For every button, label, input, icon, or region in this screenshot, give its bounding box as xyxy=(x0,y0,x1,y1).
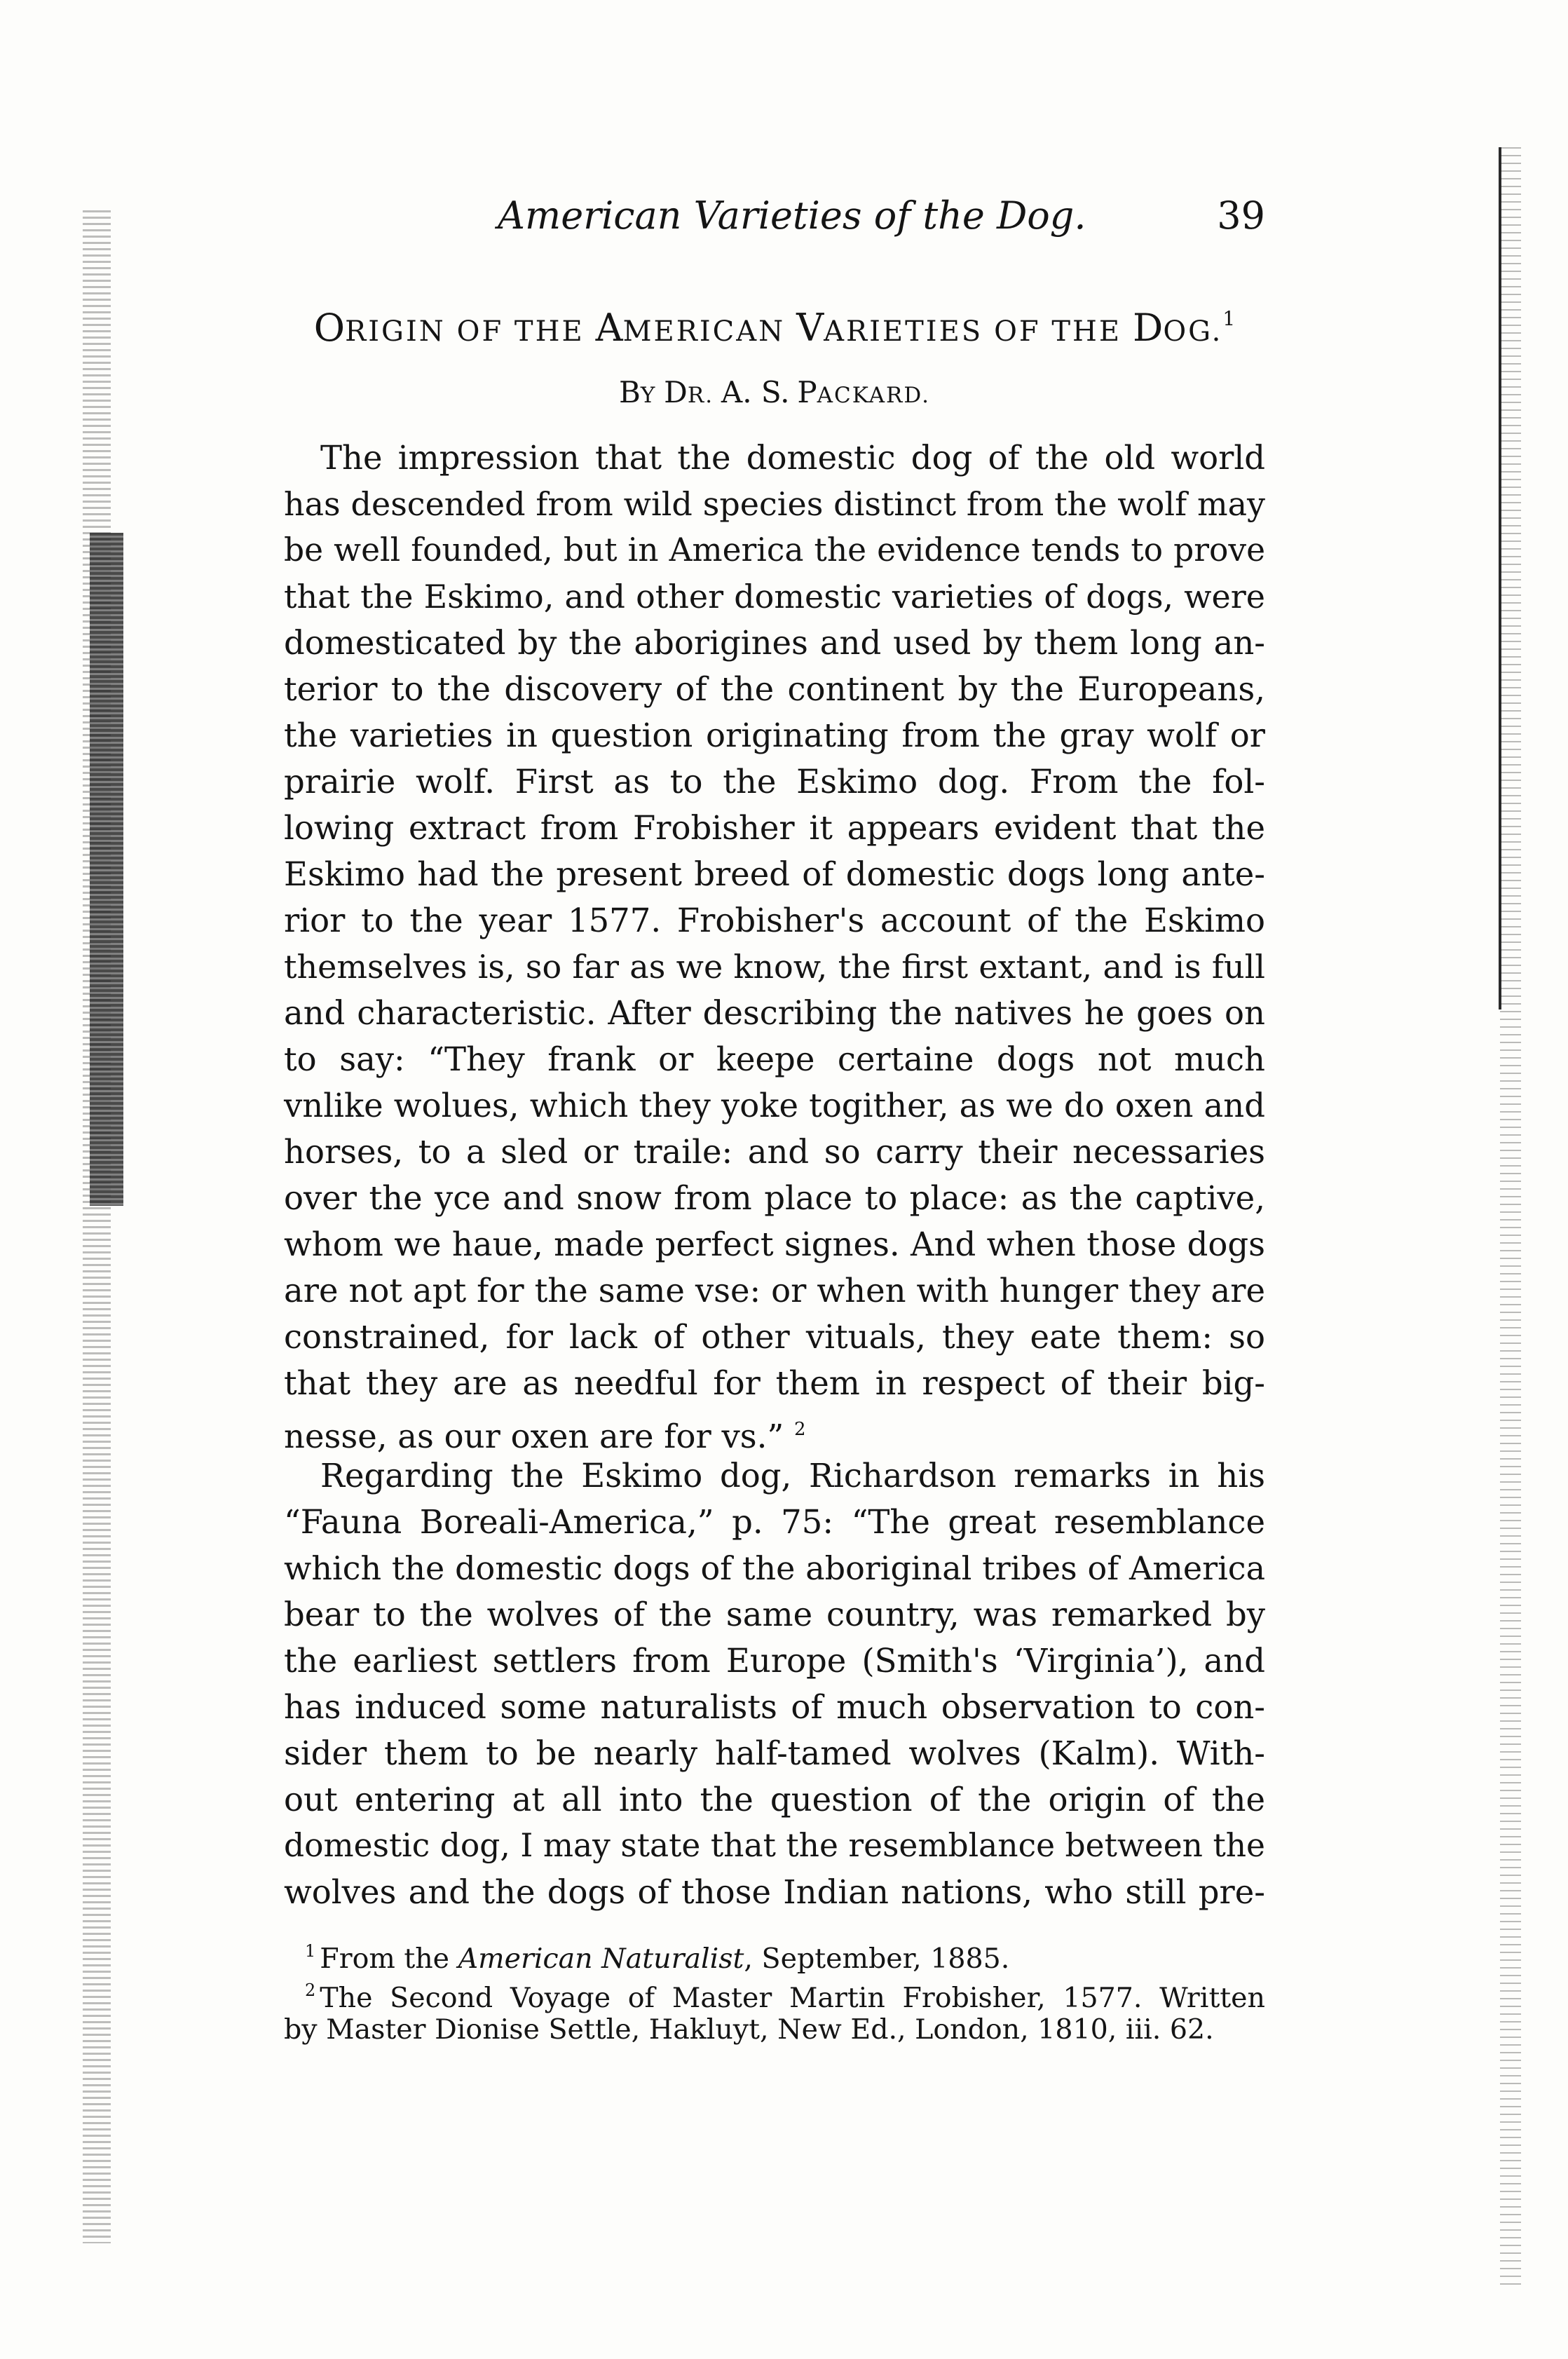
text-line: wolves and the dogs of those Indian nations, who still pre- xyxy=(284,1873,1265,1911)
text-line: bear to the wolves of the same country, was remarked by xyxy=(284,1596,1265,1633)
text-line: that the Eskimo, and other domestic varieties of dogs, were xyxy=(284,578,1265,616)
text-line: which the domestic dogs of the aboriginal tribes of America xyxy=(284,1549,1265,1587)
journal-name: American Naturalist xyxy=(458,1943,744,1975)
text-line: lowing extract from Frobisher it appears evident that the xyxy=(284,809,1265,847)
binding-shadow-right xyxy=(1500,147,1521,2285)
title-footnote-mark: 1 xyxy=(1222,307,1236,330)
text-line: whom we haue, made perfect signes. And when those dogs xyxy=(284,1225,1265,1263)
page-number: 39 xyxy=(1217,193,1265,238)
article-title: ORIGIN OF THE AMERICAN VARIETIES OF THE DOG.$^1$ xyxy=(313,306,1236,350)
text-line: constrained, for lack of other vituals, they eate them: so xyxy=(284,1318,1265,1356)
running-head-title: American Varieties of the Dog. xyxy=(498,193,1086,238)
text-line: terior to the discovery of the continent by the Europeans, xyxy=(284,670,1265,708)
text-line: that they are as needful for them in respect of their big- xyxy=(284,1364,1265,1402)
text-line: domesticated by the aborigines and used by them long an- xyxy=(284,624,1265,662)
text-line: are not apt for the same vse: or when with hunger they are xyxy=(284,1272,1265,1310)
binding-shadow-left-dark xyxy=(90,533,123,1206)
binding-shadow-left xyxy=(83,210,111,2243)
text-line: rior to the year 1577. Frobisher's account of the Eskimo xyxy=(284,902,1265,939)
footnote-ref-2: 2 xyxy=(794,1419,806,1440)
text-line: sider them to be nearly half-tamed wolves (Kalm). With- xyxy=(284,1734,1265,1772)
footnote-2-continuation: by Master Dionise Settle, Hakluyt, New Ed., London, 1810, iii. 62. xyxy=(284,2013,1214,2046)
text-line: the earliest settlers from Europe (Smith's ‘Virginia’), and xyxy=(284,1642,1265,1680)
text-line: Regarding the Eskimo dog, Richardson remarks in his xyxy=(320,1457,1265,1495)
running-head xyxy=(284,188,1265,244)
body-text xyxy=(284,435,1265,1915)
text-line: “Fauna Boreali-America,” p. 75: “The great resemblance xyxy=(284,1503,1265,1541)
text-line: has descended from wild species distinct from the wolf may xyxy=(284,485,1265,523)
footnote-2: $^2$ The Second Voyage of Master Martin Frobisher, 1577. Written xyxy=(305,1980,1265,2014)
footnotes xyxy=(284,1931,1265,2049)
text-line: vnlike wolues, which they yoke togither, as we do oxen and xyxy=(284,1087,1265,1124)
text-line: prairie wolf. First as to the Eskimo dog. From the fol- xyxy=(284,763,1265,801)
text-line: the varieties in question originating from the gray wolf or xyxy=(284,716,1265,754)
text-line: and characteristic. After describing the natives he goes on xyxy=(284,994,1265,1032)
byline: BY DR. A. S. PACKARD. xyxy=(619,375,930,409)
text-line: has induced some naturalists of much observation to con- xyxy=(284,1688,1265,1726)
text-line: Eskimo had the present breed of domestic dogs long ante- xyxy=(284,855,1265,893)
text-line: domestic dog, I may state that the resemblance between the xyxy=(284,1827,1265,1864)
footnote-1: $^1$ From the American Naturalist, September, 1885. xyxy=(305,1941,1010,1975)
text-line: themselves is, so far as we know, the first extant, and is full xyxy=(284,948,1265,986)
text-line: out entering at all into the question of the origin of the xyxy=(284,1781,1265,1818)
text-line: horses, to a sled or traile: and so carry their necessaries xyxy=(284,1133,1265,1171)
text-line: to say: “They frank or keepe certaine dogs not much xyxy=(284,1040,1265,1078)
text-line: The impression that the domestic dog of the old world xyxy=(320,439,1265,477)
text-line: be well founded, but in America the evidence tends to prove xyxy=(284,531,1265,569)
text-line-with-footnote-ref: nesse, as our oxen are for vs.” $^2$ xyxy=(284,1418,806,1455)
text-line: over the yce and snow from place to place: as the captive, xyxy=(284,1179,1265,1217)
